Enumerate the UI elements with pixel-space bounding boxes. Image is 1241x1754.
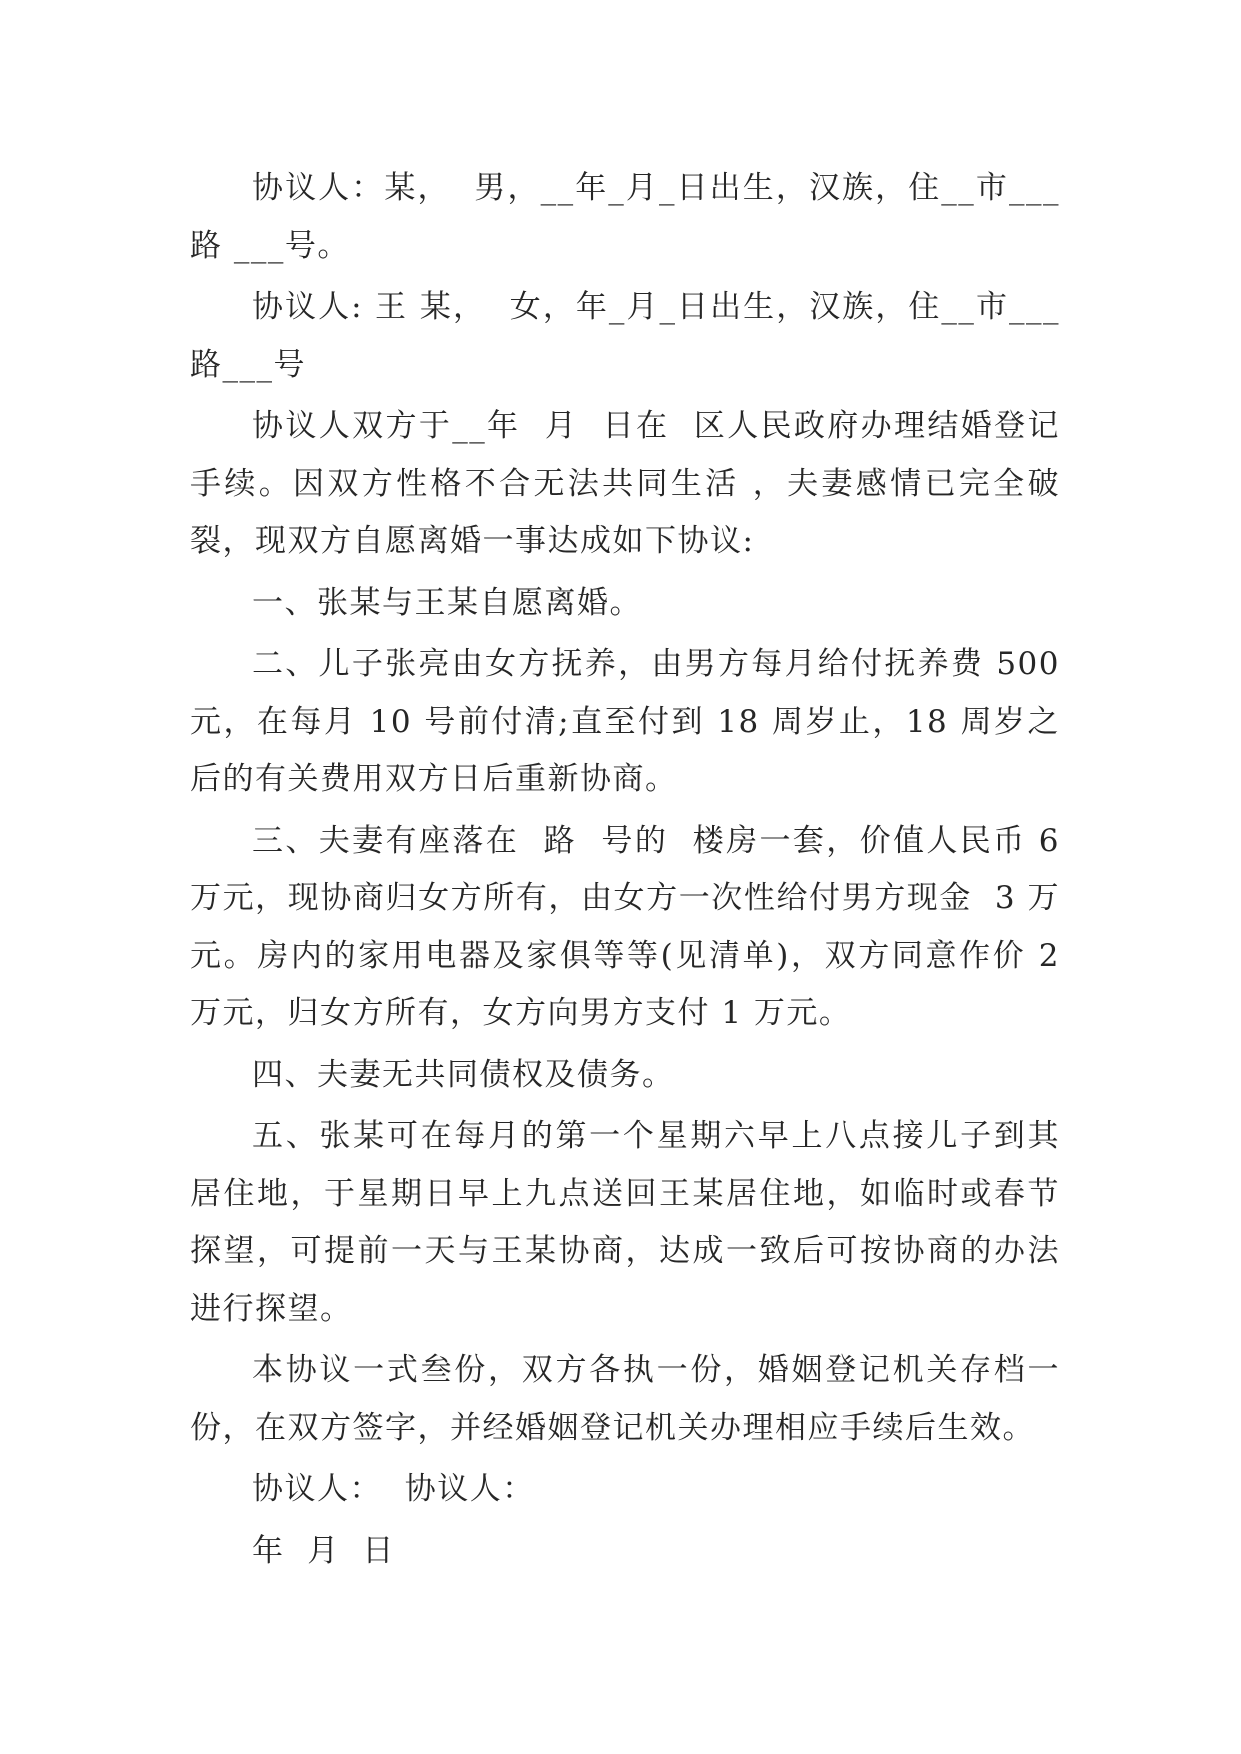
clause-five: 五、张某可在每月的第一个星期六早上八点接儿子到其居住地，于星期日早上九点送回王某居住地，如临时或春节探望，可提前一天与王某协商，达成一致后可按协商的办法进行探望。 xyxy=(190,1118,1060,1327)
clause-two: 二、儿子张亮由女方抚养，由男方每月给付抚养费 500元，在每月 10 号前付清;直至付到 18 周岁止，18 周岁之后的有关费用双方日后重新协商。 xyxy=(190,646,1060,797)
party-one-paragraph: 协议人：某， 男，__年_月_日出生，汉族，住__市___路 ___号。 xyxy=(190,170,1060,264)
date-line: 年 月 日 xyxy=(252,1532,395,1569)
clause-three: 三、夫妻有座落在 路 号的 楼房一套，价值人民币 6万元，现协商归女方所有，由女方一次性给付男方现金 3 万元。房内的家用电器及家俱等等(见清单)，双方同意作价 2万元，归女方所有，女方向男方支付 1 万元。 xyxy=(190,822,1060,1031)
clause-four: 四、夫妻无共同债权及债务。 xyxy=(252,1056,675,1093)
preamble-paragraph: 协议人双方于__年 月 日在 区人民政府办理结婚登记手续。因双方性格不合无法共同生活 ，夫妻感情已完全破裂，现双方自愿离婚一事达成如下协议: xyxy=(190,408,1060,559)
agreement-body xyxy=(190,160,1060,1584)
party-two-paragraph: 协议人: 王 某， 女，年_月_日出生，汉族，住__市___路___号 xyxy=(190,289,1060,383)
effectiveness-paragraph: 本协议一式叁份，双方各执一份，婚姻登记机关存档一份，在双方签字，并经婚姻登记机关办理相应手续后生效。 xyxy=(190,1352,1060,1446)
clause-one: 一、张某与王某自愿离婚。 xyxy=(252,584,642,621)
signature-line: 协议人： 协议人： xyxy=(252,1471,535,1507)
